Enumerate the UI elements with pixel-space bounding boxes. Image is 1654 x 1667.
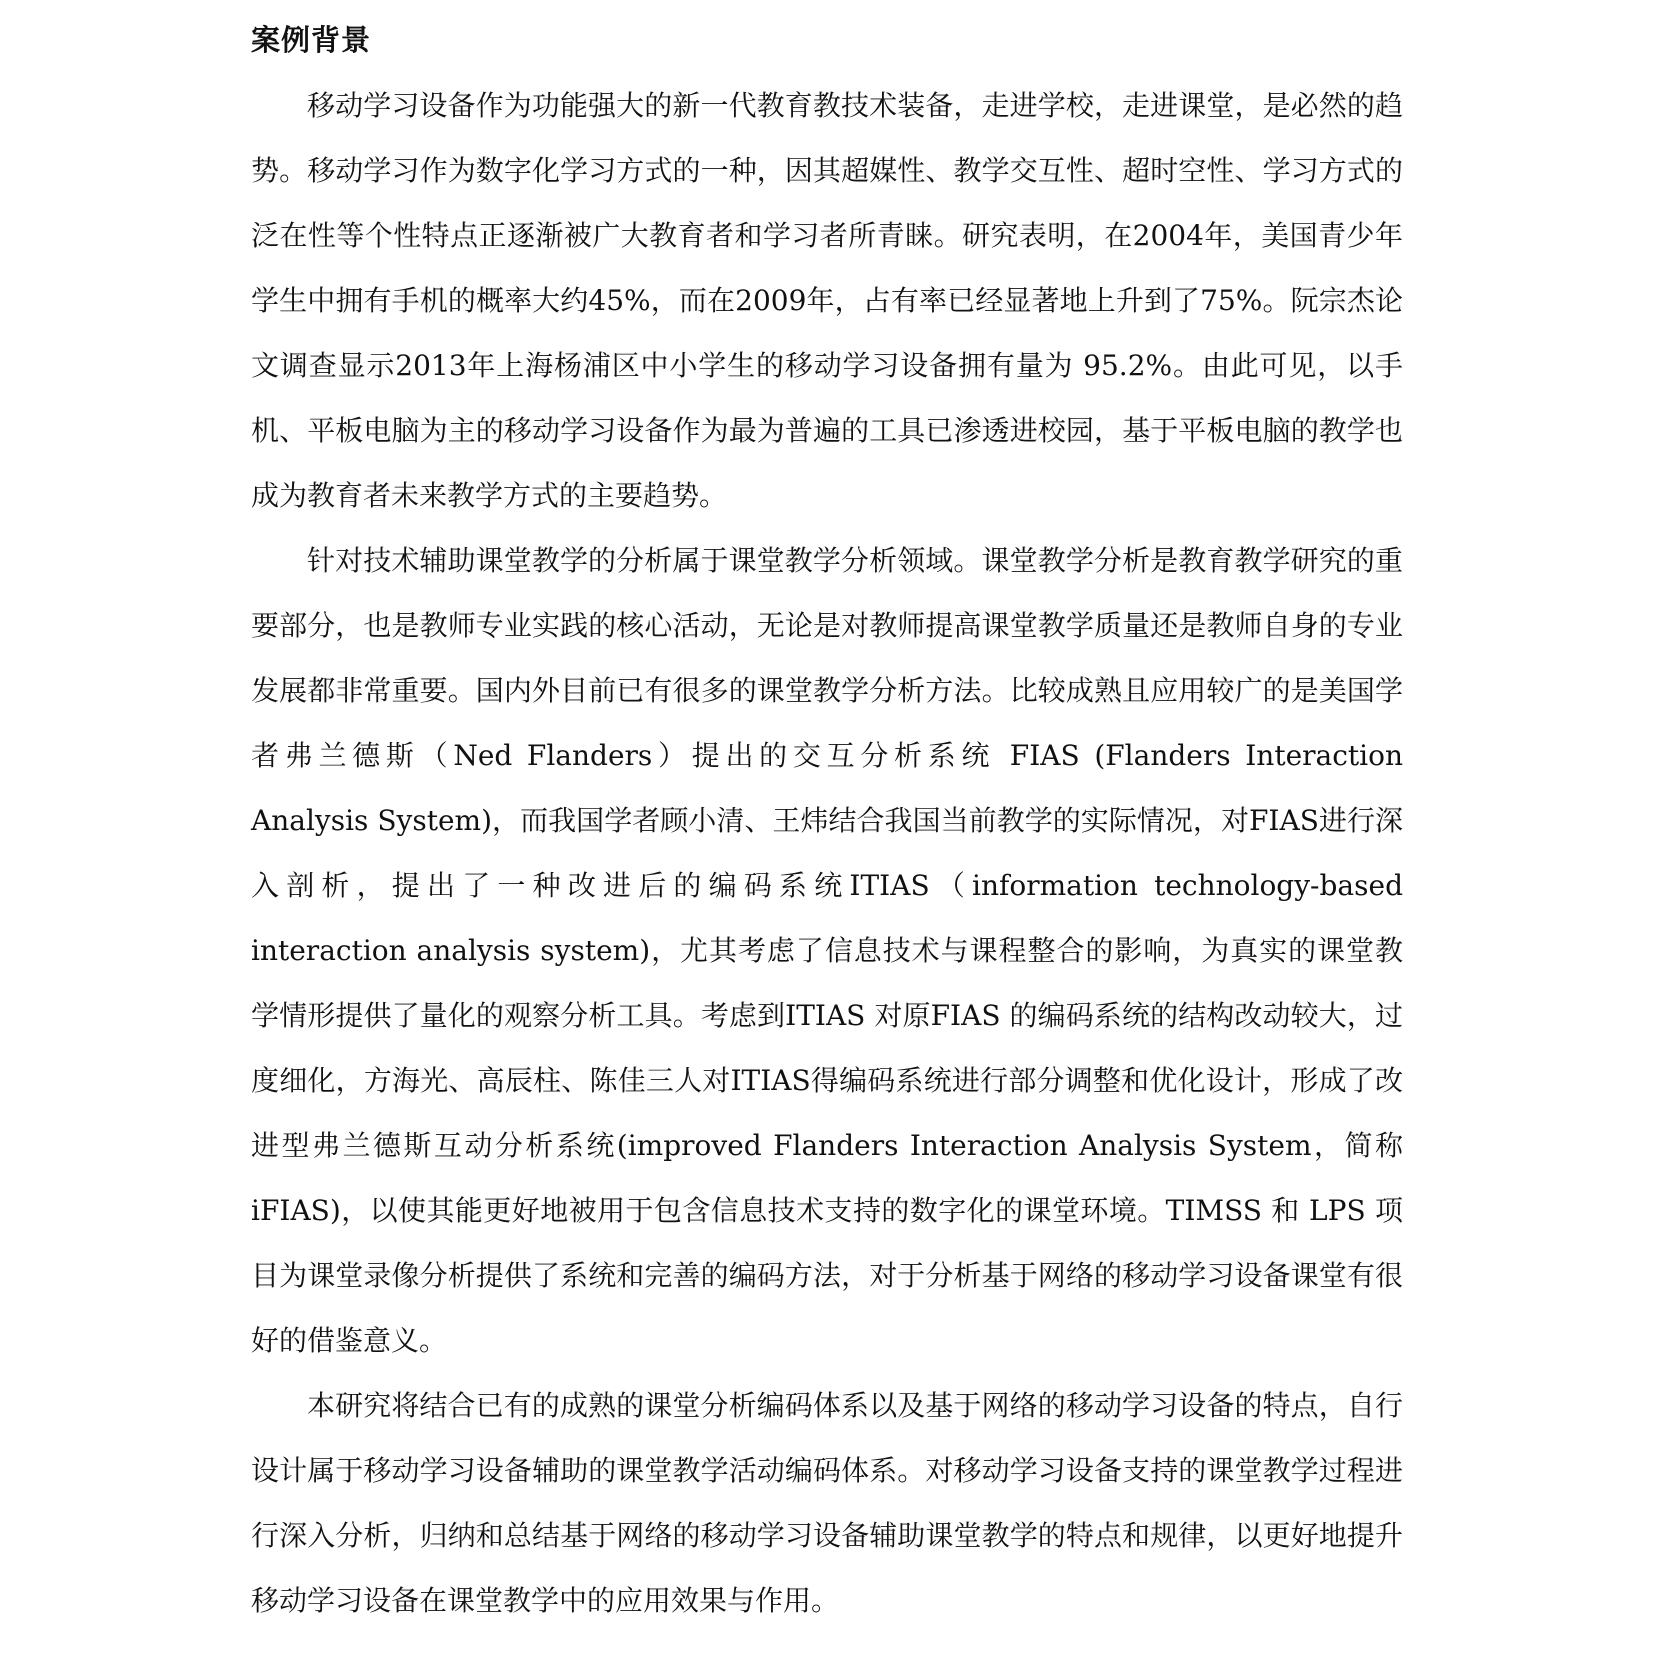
- section-heading: 案例背景: [251, 23, 372, 57]
- paragraph-classroom-analysis-methods: 针对技术辅助课堂教学的分析属于课堂教学分析领域。课堂教学分析是教育教学研究的重要部分，也是教师专业实践的核心活动，无论是对教师提高课堂教学质量还是教师自身的专业发展都非常重要。国内外目前已有很多的课堂教学分析方法。比较成熟且应用较广的是美国学者弗兰德斯（Ned Flanders）提出的交互分析系统 FIAS (Flanders Interaction Analysis System)，而我国学者顾小清、王炜结合我国当前教学的实际情况，对FIAS进行深入剖析，提出了一种改进后的编码系统ITIAS（information technology-based interaction analysis system)，尤其考虑了信息技术与课程整合的影响，为真实的课堂教学情形提供了量化的观察分析工具。考虑到ITIAS 对原FIAS 的编码系统的结构改动较大，过度细化，方海光、高辰柱、陈佳三人对ITIAS得编码系统进行部分调整和优化设计，形成了改进型弗兰德斯互动分析系统(improved Flanders Interaction Analysis System，简称iFIAS)，以使其能更好地被用于包含信息技术支持的数字化的课堂环境。TIMSS 和 LPS 项目为课堂录像分析提供了系统和完善的编码方法，对于分析基于网络的移动学习设备课堂有很好的借鉴意义。: [251, 544, 1403, 1357]
- document-page: [251, 0, 1403, 1633]
- paragraph-research-purpose: 本研究将结合已有的成熟的课堂分析编码体系以及基于网络的移动学习设备的特点，自行设计属于移动学习设备辅助的课堂教学活动编码体系。对移动学习设备支持的课堂教学过程进行深入分析，归纳和总结基于网络的移动学习设备辅助课堂教学的特点和规律，以更好地提升移动学习设备在课堂教学中的应用效果与作用。: [251, 1389, 1403, 1617]
- paragraph-mobile-learning-background: 移动学习设备作为功能强大的新一代教育教技术装备，走进学校，走进课堂，是必然的趋势。移动学习作为数字化学习方式的一种，因其超媒性、教学交互性、超时空性、学习方式的泛在性等个性特点正逐渐被广大教育者和学习者所青睐。研究表明，在2004年，美国青少年学生中拥有手机的概率大约45%，而在2009年，占有率已经显著地上升到了75%。阮宗杰论文调查显示2013年上海杨浦区中小学生的移动学习设备拥有量为 95.2%。由此可见，以手机、平板电脑为主的移动学习设备作为最为普遍的工具已渗透进校园，基于平板电脑的教学也成为教育者未来教学方式的主要趋势。: [251, 89, 1403, 512]
